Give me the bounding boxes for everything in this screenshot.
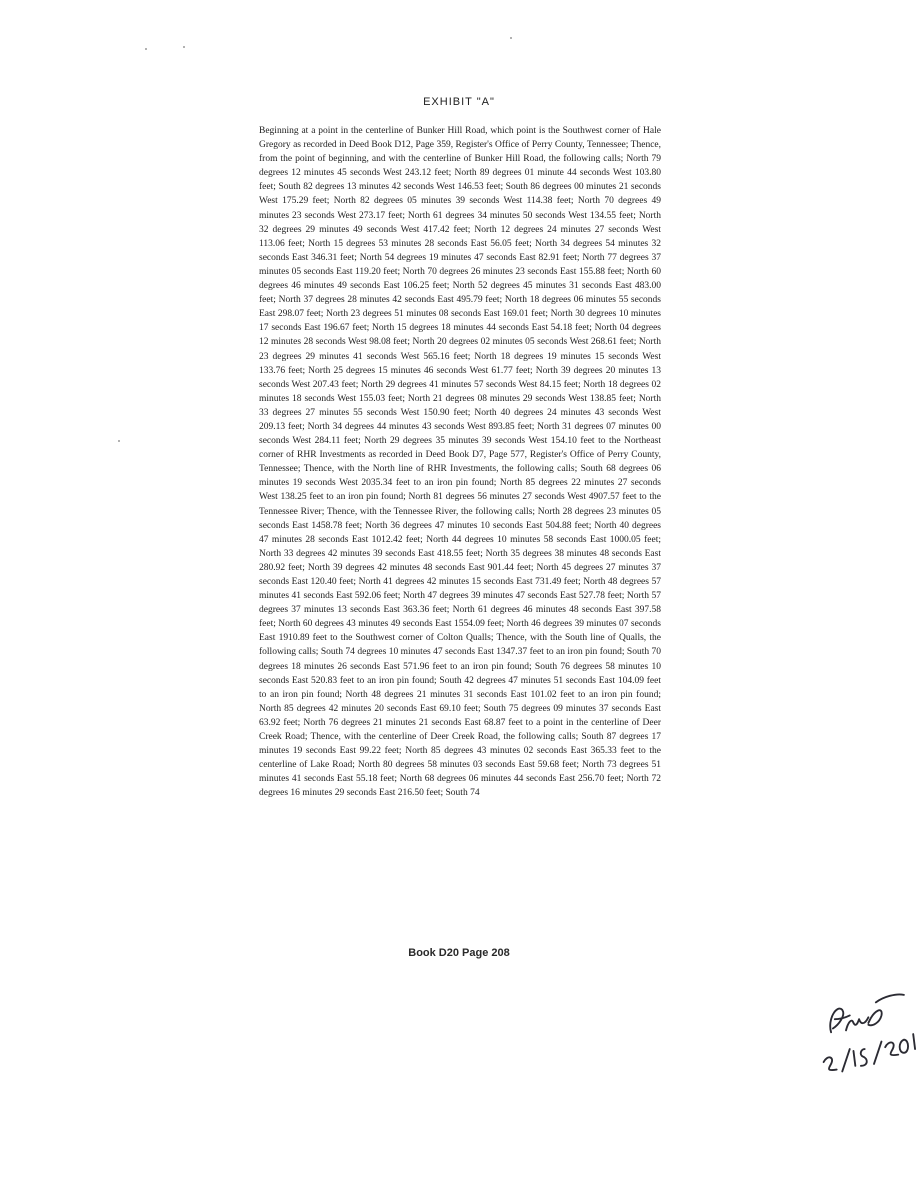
scan-speck [510,37,512,39]
scan-speck [183,46,185,48]
book-page-reference: Book D20 Page 208 [408,947,510,959]
legal-description-text: Beginning at a point in the centerline of Bunker Hill Road, which point is the Southwest corner of Hale Gregory as recorded in Deed Book D12, Page 359, Register's Office of Perry County, Tennessee; Thence, from the point of beginning, and with the centerline of Bunker Hill Road, the following calls; North 79 degrees 12 minutes 45 seconds West 243.12 feet; North 89 degrees 01 minute 44 seconds West 103.80 feet; South 82 degrees 13 minutes 42 seconds West 146.53 feet; South 86 degrees 00 minutes 21 seconds West 175.29 feet; North 82 degrees 05 minutes 39 seconds West 114.38 feet; North 70 degrees 49 minutes 23 seconds West 273.17 feet; North 61 degrees 34 minutes 50 seconds West 134.55 feet; North 32 degrees 29 minutes 49 seconds West 417.42 feet; North 12 degrees 24 minutes 27 seconds West 113.06 feet; North 15 degrees 53 minutes 28 seconds East 56.05 feet; North 34 degrees 54 minutes 32 seconds East 346.31 feet; North 54 degrees 19 minutes 47 seconds East 82.91 feet; North 77 degrees 37 minutes 05 seconds East 119.20 feet; North 70 degrees 26 minutes 23 seconds East 155.88 feet; North 60 degrees 46 minutes 49 seconds East 106.25 feet; North 52 degrees 45 minutes 31 seconds East 483.00 feet; North 37 degrees 28 minutes 42 seconds East 495.79 feet; North 18 degrees 06 minutes 55 seconds East 298.07 feet; North 23 degrees 51 minutes 08 seconds East 169.01 feet; North 30 degrees 10 minutes 17 seconds East 196.67 feet; North 15 degrees 18 minutes 44 seconds East 54.18 feet; North 04 degrees 12 minutes 28 seconds West 98.08 feet; North 20 degrees 02 minutes 05 seconds West 268.61 feet; North 23 degrees 29 minutes 41 seconds West 565.16 feet; North 18 degrees 19 minutes 15 seconds West 133.76 feet; North 25 degrees 15 minutes 46 seconds West 61.77 feet; North 39 degrees 20 minutes 13 seconds West 207.43 feet; North 29 degrees 41 minutes 57 seconds West 84.15 feet; North 18 degrees 02 minutes 18 seconds West 155.03 feet; North 21 degrees 08 minutes 29 seconds West 138.85 feet; North 33 degrees 27 minutes 55 seconds West 150.90 feet; North 40 degrees 24 minutes 43 seconds West 209.13 feet; North 34 degrees 44 minutes 43 seconds West 893.85 feet; North 31 degrees 07 minutes 00 seconds West 284.11 feet; North 29 degrees 35 minutes 39 seconds West 154.10 feet to the Northeast corner of RHR Investments as recorded in Deed Book D7, Page 577, Register's Office of Perry County, Tennessee; Thence, with the North line of RHR Investments, the following calls; South 68 degrees 06 minutes 19 seconds West 2035.34 feet to an iron pin found; North 85 degrees 22 minutes 27 seconds West 138.25 feet to an iron pin found; North 81 degrees 56 minutes 27 seconds West 4907.57 feet to the Tennessee River; Thence, with the Tennessee River, the following calls; North 28 degrees 23 minutes 05 seconds East 1458.78 feet; North 36 degrees 47 minutes 10 seconds East 504.88 feet; North 40 degrees 47 minutes 28 seconds East 1012.42 feet; North 44 degrees 10 minutes 58 seconds East 1000.05 feet; North 33 degrees 42 minutes 39 seconds East 418.55 feet; North 35 degrees 38 minutes 48 seconds East 280.92 feet; North 39 degrees 42 minutes 48 seconds East 901.44 feet; North 45 degrees 27 minutes 37 seconds East 120.40 feet; North 41 degrees 42 minutes 15 seconds East 731.49 feet; North 48 degrees 57 minutes 41 seconds East 592.06 feet; North 47 degrees 39 minutes 47 seconds East 527.78 feet; North 57 degrees 37 minutes 13 seconds East 363.36 feet; North 61 degrees 46 minutes 48 seconds East 397.58 feet; North 60 degrees 43 minutes 49 seconds East 1554.09 feet; North 46 degrees 39 minutes 07 seconds East 1910.89 feet to the Southwest corner of Colton Qualls; Thence, with the South line of Qualls, the following calls; South 74 degrees 10 minutes 47 seconds East 1347.37 feet to an iron pin found; South 70 degrees 18 minutes 26 seconds East 571.96 feet to an iron pin found; South 76 degrees 58 minutes 10 seconds East 520.83 feet to an iron pin found; South 42 degrees 47 minutes 51 seconds East 104.09 feet to an iron pin found; North 48 degrees 21 minutes 31 seconds East 101.02 feet to an iron pin found; North 85 degrees 42 minutes 20 seconds East 69.10 feet; South 75 degrees 09 minutes 37 seconds East 63.92 feet; North 76 degrees 21 minutes 21 seconds East 68.87 feet to a point in the centerline of Deer Creek Road; Thence, with the centerline of Deer Creek Road, the following calls; South 87 degrees 17 minutes 19 seconds East 99.22 feet; North 85 degrees 43 minutes 02 seconds East 365.33 feet to the centerline of Lake Road; North 80 degrees 58 minutes 03 seconds East 59.68 feet; North 73 degrees 51 minutes 41 seconds East 55.18 feet; North 68 degrees 06 minutes 44 seconds East 256.70 feet; North 72 degrees 16 minutes 29 seconds East 216.50 feet; South 74 [259,126,661,799]
exhibit-title: EXHIBIT "A" [423,96,495,108]
handwritten-signature [818,990,918,1095]
scan-speck [145,48,147,50]
scan-speck [118,440,120,442]
